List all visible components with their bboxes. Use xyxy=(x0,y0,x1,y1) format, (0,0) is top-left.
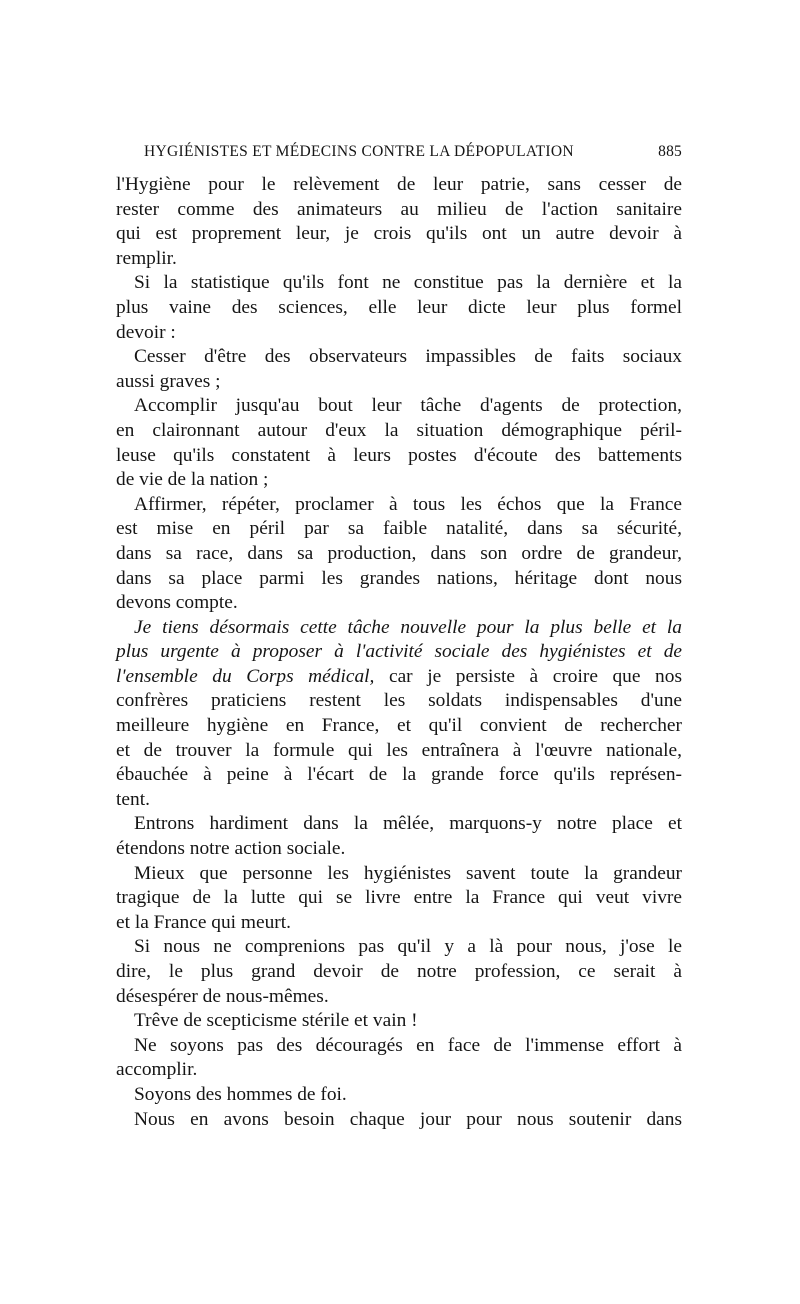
text-line: l'Hygiène pour le relèvement de leur patrie, sans cesser de xyxy=(116,174,682,195)
text-line: plus urgente à proposer à l'activité sociale des hygiénistes et de xyxy=(116,641,682,663)
page-number: 885 xyxy=(658,143,682,160)
text-line: accomplir. xyxy=(116,1059,198,1081)
text-line: Nous en avons besoin chaque jour pour nous soutenir dans xyxy=(134,1108,682,1130)
text-line: confrères praticiens restent les soldats indispensables d'une xyxy=(116,690,682,712)
text-line: l'ensemble du Corps médical, car je persiste à croire que nos xyxy=(116,665,682,687)
text-line: et la France qui meurt. xyxy=(116,911,291,933)
text-line: qui est proprement leur, je crois qu'ils ont un autre devoir à xyxy=(116,223,682,245)
text-line: remplir. xyxy=(116,247,177,269)
running-title: HYGIÉNISTES ET MÉDECINS CONTRE LA DÉPOPULATION xyxy=(144,143,574,160)
text-line: meilleure hygiène en France, et qu'il convient de rechercher xyxy=(116,715,682,737)
text-line: devoir : xyxy=(116,321,176,343)
text-line: Si la statistique qu'ils font ne constitue pas la dernière et la xyxy=(134,272,682,294)
text-line: rester comme des animateurs au milieu de l'action sanitaire xyxy=(116,198,682,220)
text-line: tent. xyxy=(116,788,150,810)
text-line: dans sa place parmi les grandes nations, héritage dont nous xyxy=(116,567,682,589)
text-line: Soyons des hommes de foi. xyxy=(134,1083,347,1105)
text-line: dans sa race, dans sa production, dans son ordre de grandeur, xyxy=(116,542,682,564)
text-line: Cesser d'être des observateurs impassibles de faits sociaux xyxy=(134,346,682,368)
text-line: désespérer de nous-mêmes. xyxy=(116,985,329,1007)
text-line: étendons notre action sociale. xyxy=(116,838,346,860)
text-line: plus vaine des sciences, elle leur dicte leur plus formel xyxy=(116,296,682,318)
text-line: Trêve de scepticisme stérile et vain ! xyxy=(134,1010,418,1032)
running-header xyxy=(144,143,682,173)
text-line: aussi graves ; xyxy=(116,370,221,392)
text-line: Mieux que personne les hygiénistes savent toute la grandeur xyxy=(134,862,682,884)
text-line: est mise en péril par sa faible natalité, dans sa sécurité, xyxy=(116,518,682,540)
text-line: devons compte. xyxy=(116,592,238,614)
text-line: Affirmer, répéter, proclamer à tous les échos que la France xyxy=(134,493,682,515)
body-text xyxy=(116,173,682,1132)
book-page xyxy=(116,143,682,1132)
text-line: de vie de la nation ; xyxy=(116,469,269,491)
text-line: dire, le plus grand devoir de notre profession, ce serait à xyxy=(116,961,682,982)
text-line: Ne soyons pas des découragés en face de l'immense effort à xyxy=(134,1034,682,1056)
text-line: leuse qu'ils constatent à leurs postes d'écoute des battements xyxy=(116,444,682,466)
text-line: Entrons hardiment dans la mêlée, marquons-y notre place et xyxy=(134,813,682,835)
text-line: en claironnant autour d'eux la situation démographique péril- xyxy=(116,419,682,441)
text-line: tragique de la lutte qui se livre entre la France qui veut vivre xyxy=(116,887,682,909)
text-line: Si nous ne comprenions pas qu'il y a là pour nous, j'ose le xyxy=(134,936,682,958)
text-line: Je tiens désormais cette tâche nouvelle pour la plus belle et la xyxy=(134,616,682,638)
text-line: et de trouver la formule qui les entraînera à l'œuvre nationale, xyxy=(116,739,682,761)
text-line: Accomplir jusqu'au bout leur tâche d'agents de protection, xyxy=(134,395,682,417)
text-line: ébauchée à peine à l'écart de la grande force qu'ils représen- xyxy=(116,764,682,786)
